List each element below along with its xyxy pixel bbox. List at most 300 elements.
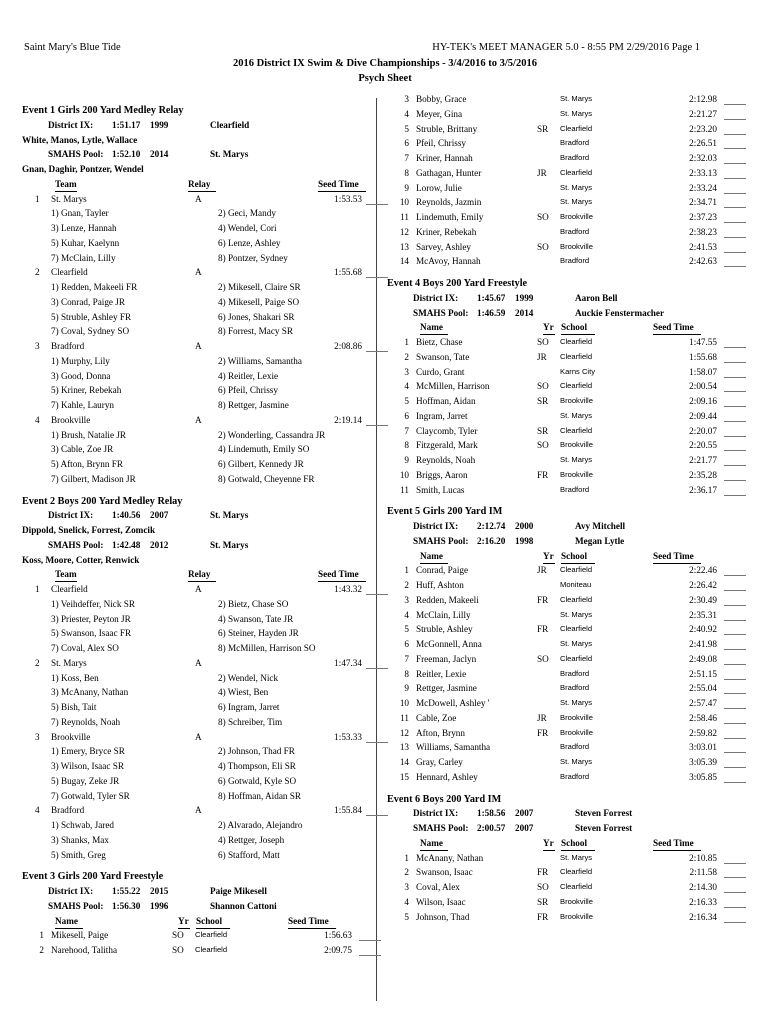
- record-year: 2012: [150, 539, 169, 550]
- header-rule: [561, 334, 595, 335]
- relay-swimmer: 8) Rettger, Jasmine: [218, 400, 289, 410]
- entry-place: 6: [404, 410, 409, 421]
- software-stamp: HY-TEK's MEET MANAGER 5.0 - 8:55 PM 2/29/2016 Page 1: [432, 42, 700, 53]
- entry-school: Bradford: [560, 742, 590, 752]
- relay-swimmer: 2) Mikesell, Claire SR: [218, 282, 301, 292]
- relay-team: St. Marys: [51, 193, 87, 204]
- entry-school: Bradford: [560, 256, 590, 266]
- entry-seed: 2:26.42: [689, 580, 717, 590]
- relay-letter: A: [195, 731, 202, 742]
- entry-name: McAnany, Nathan: [416, 852, 484, 863]
- blank-result-line: [724, 347, 746, 348]
- entry-school: Bradford: [560, 683, 590, 693]
- blank-result-line: [724, 252, 746, 253]
- blank-result-line: [724, 266, 746, 267]
- entry-school: Bradford: [560, 484, 590, 494]
- entry-seed: 2:51.15: [689, 668, 717, 679]
- entry-school: Clearfield: [560, 167, 593, 177]
- entry-place: 8: [404, 440, 409, 451]
- blank-result-line: [724, 362, 746, 363]
- relay-swimmer: 8) McMillen, Harrison SO: [218, 643, 316, 653]
- entry-name: Ingram, Jarret: [416, 410, 468, 421]
- header-rule: [420, 334, 448, 335]
- relay-swimmer: 3) Cable, Zoe JR: [51, 444, 114, 455]
- entry-school: St. Marys: [560, 410, 593, 420]
- col-header-seed: Seed Time: [653, 322, 694, 333]
- relay-swimmer: 4) Wendel, Cori: [218, 223, 277, 233]
- relay-swimmer: 5) Bish, Tait: [51, 702, 97, 712]
- record-year: 1999: [515, 292, 534, 303]
- header-rule: [543, 563, 555, 564]
- entry-place: 4: [404, 108, 409, 119]
- relay-seed: 2:19.14: [334, 414, 362, 425]
- entry-school: Karns City: [560, 366, 596, 376]
- entry-name: Afton, Brynn: [416, 727, 465, 738]
- blank-result-line: [724, 620, 746, 621]
- entry-name: Fitzgerald, Mark: [416, 440, 478, 451]
- entry-name: Meyer, Gina: [416, 108, 463, 119]
- entry-seed: 2:09.44: [689, 410, 717, 421]
- entry-year: JR: [537, 167, 547, 178]
- entry-seed: 2:41.53: [689, 241, 717, 252]
- entry-seed: 2:12.98: [689, 94, 717, 104]
- entry-seed: 2:49.08: [689, 653, 717, 664]
- blank-result-line: [724, 767, 746, 768]
- relay-swimmer: 5) Struble, Ashley FR: [51, 311, 132, 322]
- record-year: 2007: [150, 510, 169, 521]
- entry-name: Kriner, Hannah: [416, 153, 473, 163]
- entry-seed: 3:03.01: [689, 742, 717, 753]
- entry-year: SO: [537, 241, 549, 252]
- entry-name: Bietz, Chase: [416, 337, 463, 347]
- entry-school: St. Marys: [560, 639, 593, 648]
- record-relay-names: Gnan, Daghir, Pontzer, Wendel: [22, 164, 144, 174]
- entry-place: 14: [399, 757, 409, 767]
- record-year: 2000: [515, 521, 534, 531]
- event-heading: Event 3 Girls 200 Yard Freestyle: [22, 871, 164, 883]
- record-relay-names: Koss, Moore, Cotter, Renwick: [22, 554, 140, 565]
- column-divider: [376, 98, 377, 1001]
- relay-swimmer: 6) Ingram, Jarret: [218, 702, 280, 712]
- entry-year: SR: [537, 425, 549, 436]
- relay-swimmer: 8) Gotwald, Cheyenne FR: [218, 473, 315, 484]
- blank-result-line: [366, 277, 388, 278]
- record-holder: Shannon Cattoni: [210, 900, 277, 911]
- record-holder: St. Marys: [210, 149, 249, 160]
- entry-school: Clearfield: [560, 425, 593, 435]
- blank-result-line: [724, 863, 746, 864]
- header-rule: [55, 928, 83, 929]
- entry-school: Brookville: [560, 712, 593, 722]
- header-rule: [653, 563, 701, 564]
- entry-seed: 2:22.46: [689, 565, 717, 576]
- header-rule: [178, 928, 190, 929]
- relay-swimmer: 6) Stafford, Matt: [218, 849, 280, 860]
- entry-school: St. Marys: [560, 108, 593, 118]
- entry-year: FR: [537, 594, 549, 605]
- blank-result-line: [724, 104, 746, 105]
- entry-school: Brookville: [560, 440, 593, 450]
- entry-name: Briggs, Aaron: [416, 469, 468, 480]
- relay-place: 3: [35, 341, 40, 351]
- relay-swimmer: 2) Williams, Samantha: [218, 355, 302, 366]
- entry-place: 9: [404, 455, 409, 465]
- relay-place: 4: [35, 805, 40, 816]
- header-rule: [420, 850, 448, 851]
- entry-place: 4: [404, 381, 409, 392]
- relay-team: Clearfield: [51, 584, 88, 594]
- record-label: District IX:: [413, 521, 459, 531]
- record-holder: Auckie Fenstermacher: [575, 307, 665, 318]
- relay-seed: 1:55.68: [334, 267, 362, 278]
- relay-swimmer: 4) Thompson, Eli SR: [218, 761, 296, 771]
- relay-swimmer: 5) Kuhar, Kaelynn: [51, 237, 120, 248]
- entry-place: 5: [404, 624, 409, 635]
- header-rule: [318, 581, 366, 582]
- relay-letter: A: [195, 657, 202, 668]
- relay-swimmer: 3) Lenze, Hannah: [51, 223, 117, 233]
- relay-swimmer: 1) Murphy, Lily: [51, 355, 110, 366]
- relay-swimmer: 8) Schreiber, Tim: [218, 716, 283, 727]
- record-label: SMAHS Pool:: [48, 539, 104, 550]
- entry-seed: 2:55.04: [689, 683, 717, 694]
- entry-seed: 2:59.82: [689, 727, 717, 738]
- col-header-seed: Seed Time: [318, 178, 359, 189]
- record-label: District IX:: [48, 886, 94, 896]
- relay-swimmer: 2) Wendel, Nick: [218, 672, 279, 683]
- relay-letter: A: [195, 193, 202, 204]
- relay-swimmer: 5) Swanson, Isaac FR: [51, 628, 132, 639]
- entry-year: JR: [537, 712, 547, 723]
- relay-swimmer: 5) Smith, Greg: [51, 849, 106, 860]
- blank-result-line: [724, 421, 746, 422]
- entry-seed: 2:32.03: [689, 153, 717, 163]
- blank-result-line: [724, 708, 746, 709]
- entry-place: 7: [404, 653, 409, 664]
- entry-name: Swanson, Isaac: [416, 867, 473, 878]
- relay-swimmer: 7) McClain, Lilly: [51, 252, 116, 263]
- header-rule: [653, 850, 701, 851]
- blank-result-line: [724, 436, 746, 437]
- record-time: 1:51.17: [112, 119, 141, 130]
- blank-result-line: [724, 450, 746, 451]
- record-holder: Avy Mitchell: [575, 521, 626, 531]
- relay-letter: A: [195, 414, 202, 425]
- relay-swimmer: 4) Wiest, Ben: [218, 687, 269, 698]
- entry-school: St. Marys: [560, 757, 593, 766]
- relay-swimmer: 4) Reitler, Lexie: [218, 370, 279, 381]
- record-year: 2007: [515, 808, 534, 819]
- entry-place: 1: [39, 930, 44, 941]
- entry-seed: 2:37.23: [689, 212, 717, 222]
- blank-result-line: [724, 649, 746, 650]
- record-holder: St. Marys: [210, 539, 249, 550]
- relay-swimmer: 3) Shanks, Max: [51, 834, 109, 845]
- blank-result-line: [724, 134, 746, 135]
- record-holder: Aaron Bell: [575, 292, 618, 303]
- blank-result-line: [724, 922, 746, 923]
- relay-swimmer: 2) Alvarado, Alejandro: [218, 820, 303, 830]
- entry-name: McMillen, Harrison: [416, 381, 490, 392]
- entry-seed: 2:00.54: [689, 381, 717, 392]
- entry-name: Bobby, Grace: [416, 94, 467, 104]
- entry-school: St. Marys: [560, 609, 593, 619]
- col-header-seed: Seed Time: [318, 569, 359, 580]
- col-header-seed: Seed Time: [288, 915, 329, 926]
- blank-result-line: [724, 723, 746, 724]
- blank-result-line: [724, 148, 746, 149]
- entry-school: Clearfield: [195, 945, 228, 954]
- header-rule: [561, 563, 595, 564]
- record-time: 1:52.10: [112, 149, 141, 160]
- entry-place: 3: [404, 94, 409, 104]
- entry-name: Smith, Lucas: [416, 484, 465, 495]
- relay-swimmer: 8) Pontzer, Sydney: [218, 252, 288, 263]
- relay-swimmer: 4) Swanson, Tate JR: [218, 613, 294, 624]
- entry-school: St. Marys: [560, 197, 593, 207]
- entry-name: Coval, Alex: [416, 882, 460, 892]
- col-header-name: Name: [420, 550, 443, 561]
- entry-place: 2: [404, 351, 409, 362]
- entry-school: Bradford: [560, 153, 590, 162]
- relay-swimmer: 8) Forrest, Macy SR: [218, 326, 294, 337]
- relay-place: 3: [35, 731, 40, 742]
- record-label: SMAHS Pool:: [413, 535, 469, 546]
- record-label: SMAHS Pool:: [413, 823, 469, 833]
- relay-place: 1: [35, 584, 40, 594]
- entry-name: Reynolds, Noah: [416, 455, 476, 465]
- entry-school: Clearfield: [560, 123, 593, 133]
- blank-result-line: [724, 634, 746, 635]
- entry-year: JR: [537, 351, 547, 362]
- entry-name: Narehood, Talitha: [51, 945, 118, 955]
- record-time: 1:46.59: [477, 307, 506, 318]
- entry-name: Cable, Zoe: [416, 712, 457, 723]
- relay-seed: 1:53.53: [334, 193, 362, 204]
- entry-name: Mikesell, Paige: [51, 930, 109, 941]
- entry-seed: 2:30.49: [689, 594, 717, 605]
- header-rule: [318, 191, 366, 192]
- entry-school: Clearfield: [560, 624, 593, 634]
- blank-result-line: [724, 163, 746, 164]
- entry-seed: 2:23.20: [689, 123, 717, 134]
- entry-seed: 2:21.27: [689, 108, 717, 119]
- entry-seed: 1:47.55: [689, 337, 717, 347]
- entry-year: SO: [537, 440, 549, 451]
- entry-place: 11: [400, 712, 409, 723]
- entry-place: 4: [404, 896, 409, 907]
- entry-seed: 2:20.07: [689, 425, 717, 436]
- relay-swimmer: 3) Wilson, Isaac SR: [51, 761, 124, 771]
- entry-school: Brookville: [560, 469, 593, 479]
- entry-seed: 2:41.98: [689, 639, 717, 649]
- record-label: District IX:: [413, 292, 459, 303]
- entry-place: 2: [404, 867, 409, 878]
- entry-seed: 2:57.47: [689, 698, 717, 708]
- entry-school: Brookville: [560, 396, 593, 405]
- record-label: SMAHS Pool:: [413, 307, 469, 318]
- blank-result-line: [724, 664, 746, 665]
- relay-letter: A: [195, 341, 202, 351]
- entry-school: Brookville: [560, 212, 593, 221]
- entry-year: SO: [537, 337, 549, 347]
- entry-seed: 2:36.17: [689, 484, 717, 495]
- entry-year: FR: [537, 624, 549, 635]
- col-header-name: Name: [420, 837, 443, 848]
- record-holder: Megan Lytle: [575, 535, 625, 546]
- entry-seed: 1:58.07: [689, 366, 717, 377]
- entry-place: 5: [404, 123, 409, 134]
- blank-result-line: [724, 877, 746, 878]
- record-year: 1998: [515, 535, 534, 546]
- blank-result-line: [366, 204, 388, 205]
- blank-result-line: [366, 594, 388, 595]
- relay-seed: 1:55.84: [334, 805, 362, 816]
- entry-place: 2: [39, 945, 44, 955]
- entry-school: Clearfield: [560, 867, 593, 877]
- blank-result-line: [366, 742, 388, 743]
- record-time: 1:56.30: [112, 900, 141, 911]
- relay-swimmer: 1) Koss, Ben: [51, 672, 99, 683]
- entry-name: McGonnell, Anna: [416, 639, 482, 649]
- blank-result-line: [724, 679, 746, 680]
- header-rule: [196, 928, 230, 929]
- entry-name: Johnson, Thad: [416, 911, 470, 922]
- header-rule: [561, 850, 595, 851]
- record-holder: Paige Mikesell: [210, 886, 267, 896]
- entry-name: Lorow, Julie: [416, 182, 462, 193]
- relay-letter: A: [195, 267, 202, 278]
- relay-swimmer: 1) Schwab, Jared: [51, 820, 115, 830]
- entry-place: 9: [404, 182, 409, 193]
- entry-place: 8: [404, 668, 409, 679]
- entry-name: McClain, Lilly: [416, 609, 471, 620]
- blank-result-line: [724, 605, 746, 606]
- entry-seed: 1:56.63: [324, 930, 352, 941]
- entry-place: 5: [404, 911, 409, 922]
- record-label: SMAHS Pool:: [48, 900, 104, 911]
- entry-place: 7: [404, 153, 409, 163]
- entry-school: Brookville: [560, 727, 593, 737]
- relay-team: Brookville: [51, 414, 91, 425]
- blank-result-line: [359, 940, 381, 941]
- entry-school: Clearfield: [560, 882, 593, 891]
- entry-seed: 2:16.33: [689, 896, 717, 907]
- record-holder: St. Marys: [210, 510, 249, 521]
- entry-school: Bradford: [560, 668, 590, 678]
- col-header-relay: Relay: [188, 178, 211, 189]
- col-header-name: Name: [420, 322, 443, 333]
- relay-seed: 2:08.86: [334, 341, 362, 351]
- entry-place: 14: [399, 256, 409, 267]
- entry-seed: 2:21.77: [689, 455, 717, 465]
- relay-swimmer: 6) Gilbert, Kennedy JR: [218, 459, 304, 469]
- record-holder: Steven Forrest: [575, 808, 633, 819]
- psych-sheet-subtitle: Psych Sheet: [358, 73, 412, 84]
- entry-name: Gathagan, Hunter: [416, 167, 482, 178]
- blank-result-line: [359, 955, 381, 956]
- record-time: 2:12.74: [477, 521, 506, 531]
- entry-seed: 2:58.46: [689, 712, 717, 723]
- relay-team: Clearfield: [51, 267, 88, 278]
- entry-seed: 2:35.28: [689, 469, 717, 480]
- entry-name: Huff, Ashton: [416, 580, 464, 590]
- entry-seed: 2:10.85: [689, 852, 717, 863]
- record-label: SMAHS Pool:: [48, 149, 104, 160]
- entry-name: Struble, Brittany: [416, 123, 478, 134]
- entry-name: Wilson, Isaac: [416, 896, 466, 907]
- relay-swimmer: 5) Kriner, Rebekah: [51, 385, 122, 396]
- relay-swimmer: 6) Lenze, Ashley: [218, 237, 281, 248]
- record-year: 2014: [515, 307, 534, 318]
- entry-name: McDowell, Ashley ': [416, 698, 490, 708]
- entry-year: SO: [537, 212, 549, 222]
- entry-year: SO: [172, 945, 184, 955]
- relay-swimmer: 4) Rettger, Joseph: [218, 834, 285, 845]
- header-rule: [55, 191, 77, 192]
- relay-swimmer: 7) Gilbert, Madison JR: [51, 473, 136, 484]
- entry-seed: 1:55.68: [689, 351, 717, 362]
- event-heading: Event 6 Boys 200 Yard IM: [387, 793, 502, 805]
- col-header-school: School: [561, 550, 588, 561]
- entry-place: 10: [399, 469, 409, 480]
- relay-swimmer: 2) Geci, Mandy: [218, 208, 276, 219]
- relay-swimmer: 4) Mikesell, Paige SO: [218, 296, 300, 307]
- entry-school: St. Marys: [560, 94, 593, 103]
- entry-seed: 2:33.13: [689, 167, 717, 178]
- col-header-yr: Yr: [178, 915, 189, 926]
- entry-name: Swanson, Tate: [416, 351, 470, 362]
- relay-place: 2: [35, 267, 40, 278]
- record-label: District IX:: [413, 808, 459, 819]
- entry-seed: 2:38.23: [689, 226, 717, 237]
- entry-place: 1: [404, 565, 409, 576]
- entry-name: Freeman, Jaclyn: [416, 653, 477, 664]
- entry-place: 3: [404, 882, 409, 892]
- entry-school: Clearfield: [560, 381, 593, 391]
- entry-seed: 2:26.51: [689, 138, 717, 149]
- relay-swimmer: 1) Veihdeffer, Nick SR: [51, 598, 136, 609]
- blank-result-line: [366, 425, 388, 426]
- record-time: 1:58.56: [477, 808, 506, 819]
- entry-year: SO: [537, 882, 549, 892]
- record-relay-names: White, Manos, Lytle, Wallace: [22, 134, 138, 145]
- entry-year: SR: [537, 123, 549, 134]
- relay-swimmer: 7) Reynolds, Noah: [51, 716, 121, 727]
- relay-team: Bradford: [51, 805, 85, 816]
- blank-result-line: [724, 590, 746, 591]
- relay-letter: A: [195, 584, 202, 594]
- blank-result-line: [724, 495, 746, 496]
- entry-year: SO: [172, 930, 184, 941]
- entry-seed: 2:09.75: [324, 945, 352, 955]
- entry-place: 6: [404, 138, 409, 149]
- entry-seed: 2:11.58: [689, 867, 717, 878]
- relay-swimmer: 7) Gotwald, Tyler SR: [51, 790, 130, 801]
- entry-seed: 2:40.92: [689, 624, 717, 635]
- entry-name: Pfeil, Chrissy: [416, 138, 467, 149]
- col-header-yr: Yr: [543, 837, 554, 848]
- blank-result-line: [724, 391, 746, 392]
- event-heading: Event 2 Boys 200 Yard Medley Relay: [22, 495, 183, 507]
- entry-name: Redden, Makeeli: [416, 594, 479, 605]
- record-year: 2014: [150, 149, 169, 160]
- entry-name: Reynolds, Jazmin: [416, 197, 482, 208]
- record-year: 1999: [150, 119, 169, 130]
- entry-school: St. Marys: [560, 698, 593, 707]
- entry-place: 1: [404, 852, 409, 863]
- relay-seed: 1:47.34: [334, 657, 362, 668]
